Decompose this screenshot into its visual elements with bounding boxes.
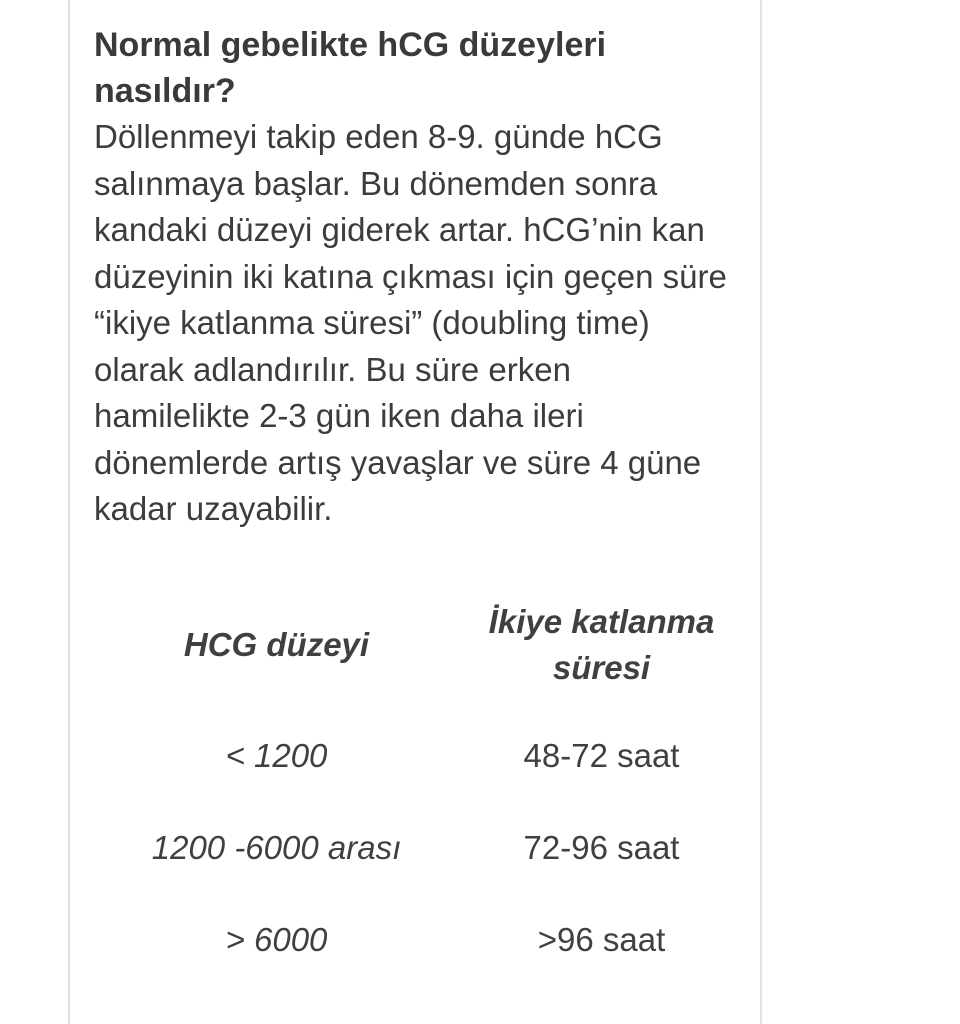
- cell-hcg-level: > 6000: [225, 921, 328, 958]
- table-row: [94, 710, 744, 802]
- table-row: [94, 802, 744, 894]
- table-header-row: [94, 580, 744, 710]
- header-hcg-level: HCG düzeyi: [183, 626, 370, 663]
- cell-doubling-time: 48-72 saat: [523, 737, 680, 774]
- article-card: [68, 0, 762, 1024]
- article-heading: Normal gebelikte hCG düzeyleri nasıldır?: [94, 26, 607, 110]
- header-doubling-time: İkiye katlanma süresi: [488, 603, 715, 686]
- table-row: [94, 894, 744, 986]
- cell-hcg-level: < 1200: [225, 737, 328, 774]
- cell-hcg-level: 1200 -6000 arası: [151, 829, 402, 866]
- hcg-doubling-table: [94, 580, 744, 986]
- cell-doubling-time: >96 saat: [537, 921, 666, 958]
- article-content: [94, 22, 744, 958]
- cell-doubling-time: 72-96 saat: [523, 829, 680, 866]
- article-paragraph: Döllenmeyi takip eden 8-9. günde hCG salınmaya başlar. Bu dönemden sonra kandaki düzeyi giderek artar. hCG’nin kan düzeyinin iki katına çıkması için geçen süre “ikiye katlanma süresi” (doubling time) olarak adlandırılır. Bu süre erken hamilelikte 2-3 gün iken daha ileri dönemlerde artış yavaşlar ve süre 4 güne kadar uzayabilir.: [94, 118, 727, 527]
